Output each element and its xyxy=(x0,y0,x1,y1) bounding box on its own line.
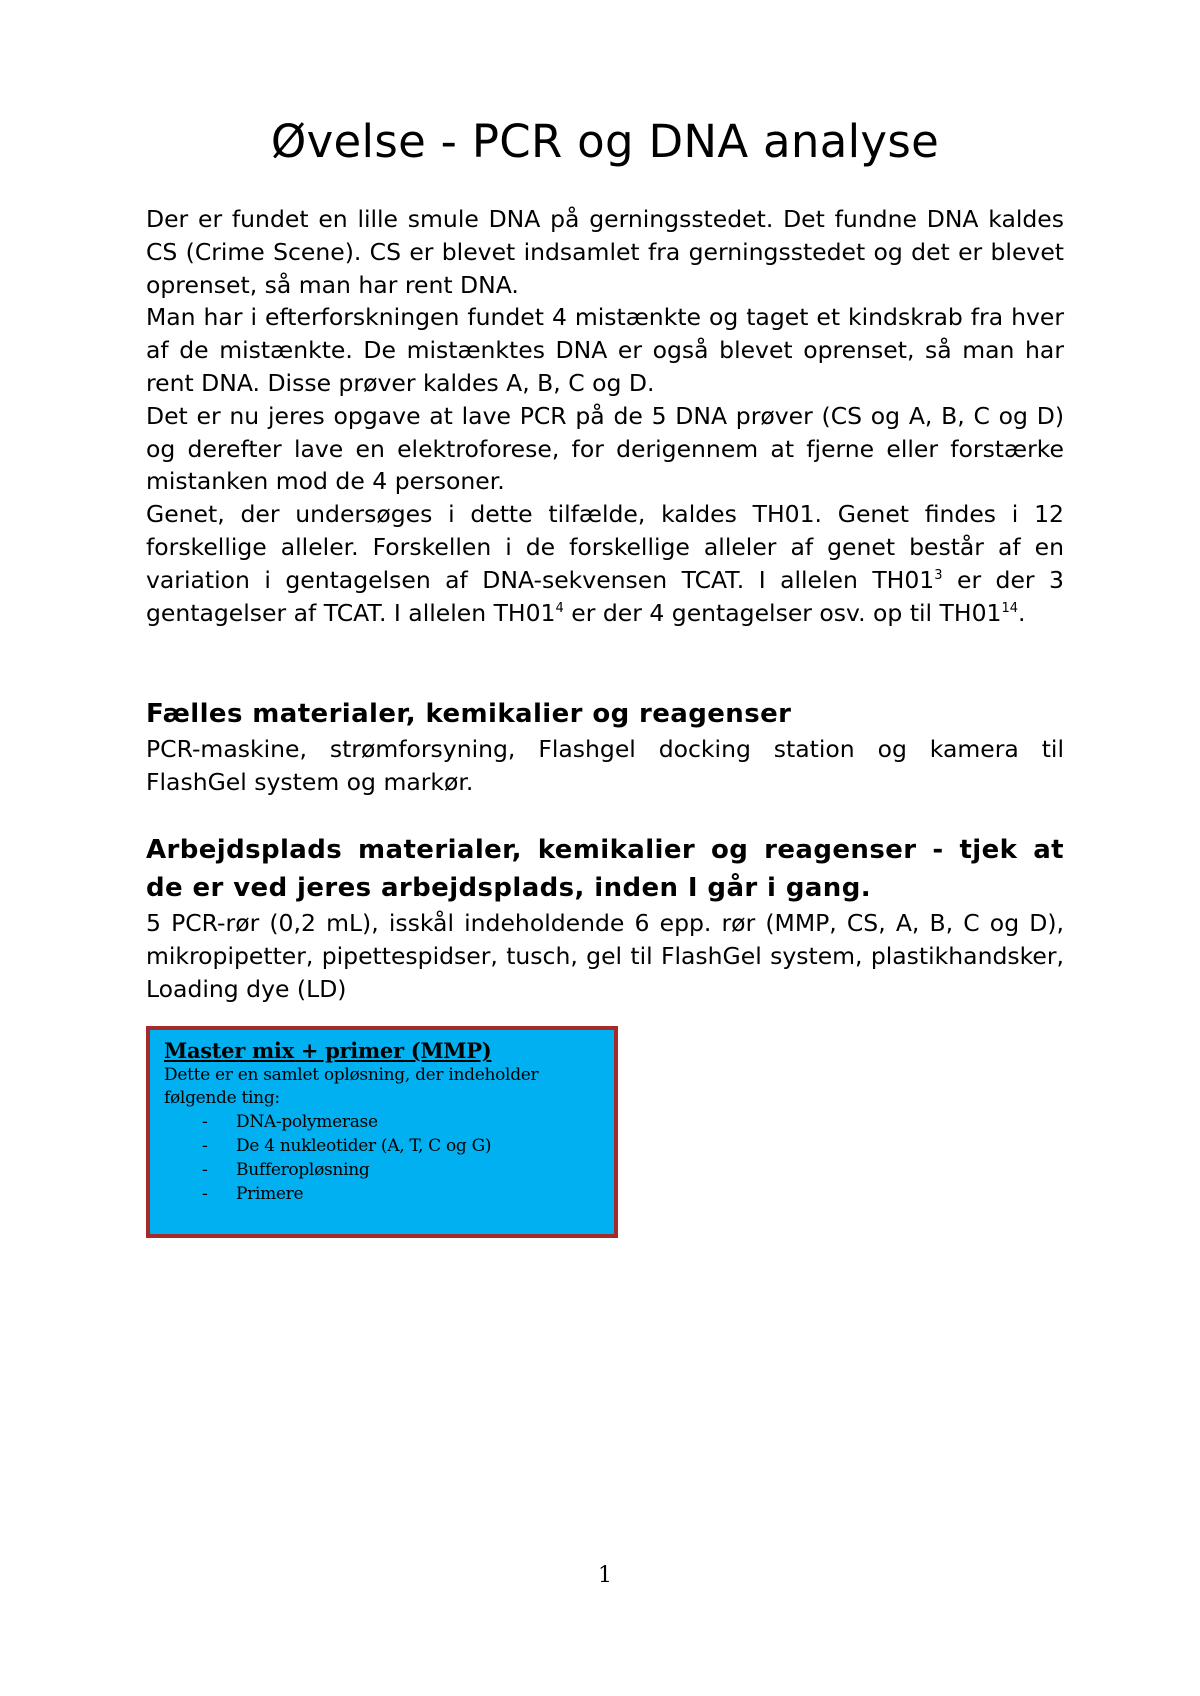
list-item xyxy=(164,1182,600,1206)
mmp-list xyxy=(164,1110,600,1206)
dash-bullet: - xyxy=(202,1112,208,1132)
list-item xyxy=(164,1110,600,1134)
page-number: 1 xyxy=(598,1563,612,1588)
p4-text-4: . xyxy=(1018,598,1026,627)
superscript-3: 3 xyxy=(934,567,943,583)
workstation-materials-heading: Arbejdsplads materialer, kemikalier og reagenser - tjek at de er ved jeres arbejdsplads, inden I går i gang. xyxy=(146,835,1064,903)
intro-paragraph-2: Man har i efterforskningen fundet 4 mistænkte og taget et kindskrab fra hver af de mistænkte. De mistænktes DNA er også blevet oprenset, så man har rent DNA. Disse prøver kaldes A, B, C og D. xyxy=(146,303,1064,397)
common-materials-text: PCR-maskine, strømforsyning, Flashgel docking station og kamera til FlashGel system og markør. xyxy=(146,735,1064,796)
intro-paragraph-3: Det er nu jeres opgave at lave PCR på de 5 DNA prøver (CS og A, B, C og D) og derefter lave en elektroforese, for derigennem at fjerne eller forstærke mistanken mod de 4 personer. xyxy=(146,401,1064,496)
p4-text-1: Genet, der undersøges i dette tilfælde, kaldes TH01. Genet findes i 12 forskellige alleler. Forskellen i de forskellige alleler af genet består af en variation i gentagelsen af DNA-sekvensen TCAT. I allelen TH01 xyxy=(146,500,1064,594)
superscript-4: 4 xyxy=(555,600,564,616)
mmp-description: Dette er en samlet opløsning, der indeholder følgende ting: xyxy=(164,1065,539,1108)
intro-paragraph-1: Der er fundet en lille smule DNA på gerningsstedet. Det fundne DNA kaldes CS (Crime Scene). CS er blevet indsamlet fra gerningsstedet og det er blevet oprenset, så man har rent DNA. xyxy=(146,205,1064,299)
dash-bullet: - xyxy=(202,1160,208,1180)
document-title: Øvelse - PCR og DNA analyse xyxy=(270,115,940,168)
workstation-materials-section xyxy=(146,831,1064,1005)
list-item-label: Primere xyxy=(236,1184,304,1204)
dash-bullet: - xyxy=(202,1136,208,1156)
mmp-info-box xyxy=(146,1026,618,1238)
list-item xyxy=(164,1158,600,1182)
workstation-materials-text: 5 PCR-rør (0,2 mL), isskål indeholdende 6 epp. rør (MMP, CS, A, B, C og D), mikropipetter, pipettespidser, tusch, gel til FlashGel system, plastikhandsker, Loading dye (LD) xyxy=(146,909,1064,1003)
list-item-label: De 4 nukleotider (A, T, C og G) xyxy=(236,1136,492,1156)
p4-text-2: er der 3 gentagelser af TCAT. I allelen TH01 xyxy=(146,565,1064,627)
list-item-label: Bufferopløsning xyxy=(236,1160,370,1180)
dash-bullet: - xyxy=(202,1184,208,1204)
p4-text-3: er der 4 gentagelser osv. op til TH01 xyxy=(563,598,1002,627)
mmp-title: Master mix + primer (MMP) xyxy=(164,1038,492,1063)
intro-section xyxy=(146,203,1064,629)
common-materials-section xyxy=(146,695,1064,799)
superscript-14: 14 xyxy=(1001,600,1019,616)
intro-paragraph-4 xyxy=(146,498,1064,629)
list-item xyxy=(164,1134,600,1158)
common-materials-heading: Fælles materialer, kemikalier og reagenser xyxy=(146,699,792,729)
list-item-label: DNA-polymerase xyxy=(236,1112,378,1132)
